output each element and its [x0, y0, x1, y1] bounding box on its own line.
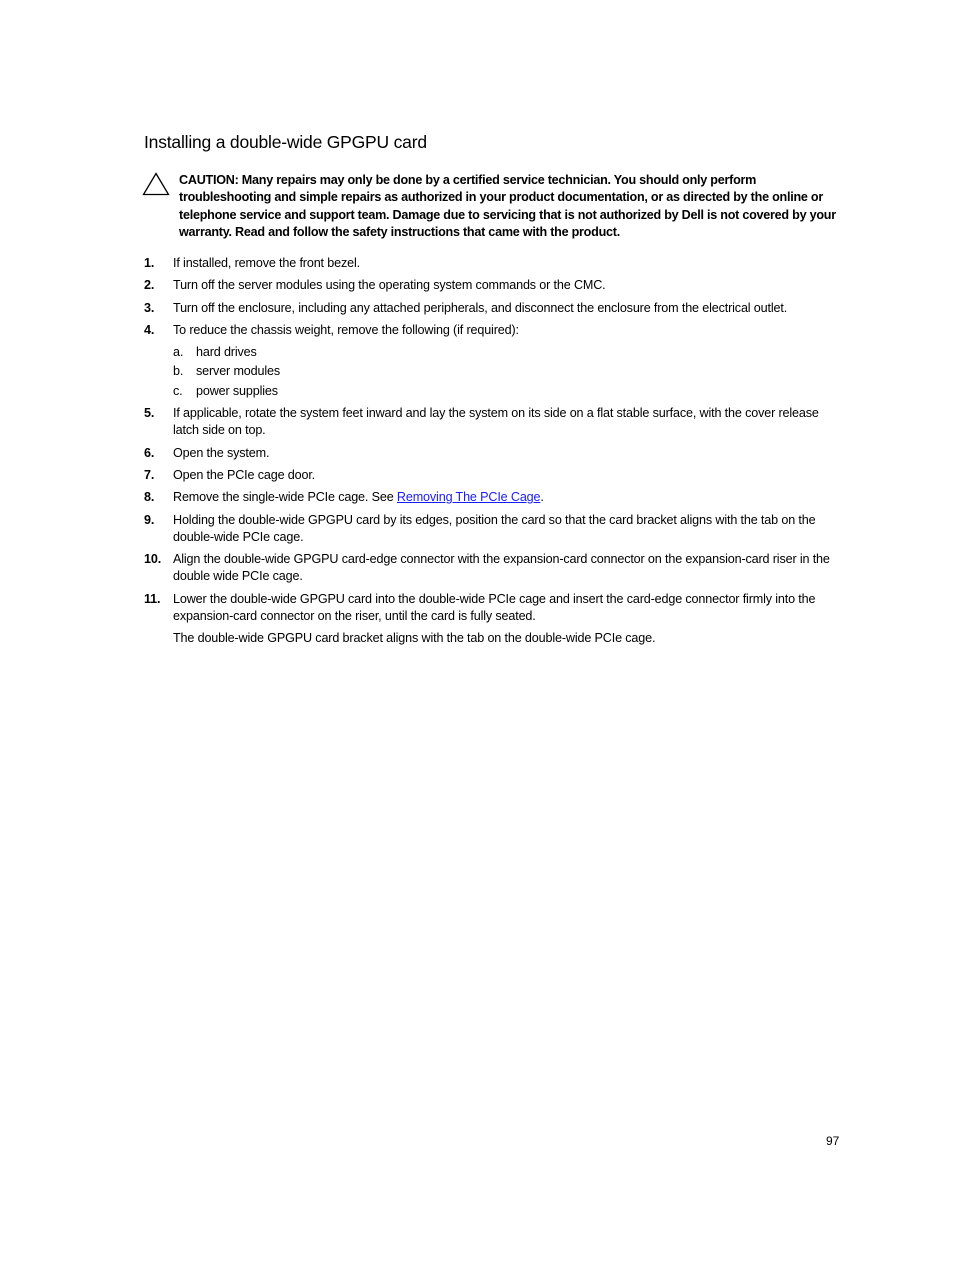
- step-number: 10.: [144, 552, 162, 567]
- step-1: [144, 255, 844, 272]
- step-text: If applicable, rotate the system feet inward and lay the system on its side on a flat stable surface, with the cover release latch side on top.: [173, 406, 819, 438]
- step-number: 9.: [144, 512, 155, 527]
- page-number: 97: [826, 1134, 840, 1148]
- step-2: [144, 277, 844, 294]
- step-text: Lower the double-wide GPGPU card into the double-wide PCIe cage and insert the card-edge connector firmly into the expansion-card connector on the riser, until the card is fully seated.: [173, 591, 816, 624]
- substep-b: [173, 363, 844, 380]
- step-text: Holding the double-wide GPGPU card by its edges, position the card so that the card bracket aligns with the tab on the double-wide PCIe cage.: [173, 512, 816, 544]
- substep-letter: c.: [173, 383, 183, 398]
- step-6: [144, 445, 844, 462]
- step-10: [144, 551, 844, 586]
- step-number: 2.: [144, 278, 155, 293]
- step-text: Turn off the server modules using the operating system commands or the CMC.: [173, 278, 606, 293]
- removing-pcie-cage-link[interactable]: Removing The PCIe Cage: [396, 490, 541, 505]
- step-4: [144, 322, 844, 339]
- step-text: Turn off the enclosure, including any attached peripherals, and disconnect the enclosure from the electrical outlet.: [173, 300, 788, 315]
- step-number: 7.: [144, 467, 155, 482]
- substep-text: hard drives: [196, 345, 257, 360]
- substep-a: [173, 344, 844, 361]
- step-8: [144, 489, 844, 506]
- step-number: 1.: [144, 256, 155, 270]
- step-text-after-link: .: [540, 490, 544, 505]
- step-number: 11.: [144, 591, 161, 606]
- step-11: [144, 591, 844, 626]
- substep-text: power supplies: [196, 383, 278, 398]
- result-note: The double-wide GPGPU card bracket aligns with the tab on the double-wide PCIe cage.: [173, 631, 656, 646]
- substep-c: [173, 383, 844, 400]
- warning-triangle-icon: [142, 172, 170, 196]
- caution-text: CAUTION: Many repairs may only be done by a certified service technician. You should only perform troubleshooting and simple repairs as authorized in your product documentation, or as directed by the online or telephone service and support team. Damage due to servicing that is not authorized by Dell is not covered by your warranty. Read and follow the safety instructions that came with the product.: [179, 173, 836, 239]
- step-text: To reduce the chassis weight, remove the following (if required):: [173, 322, 519, 337]
- step-7: [144, 467, 844, 484]
- step-text: Open the PCIe cage door.: [173, 467, 316, 482]
- substep-text: server modules: [196, 364, 280, 379]
- procedure-steps: [144, 255, 844, 648]
- step-text: Open the system.: [173, 445, 270, 460]
- step-number: 5.: [144, 406, 155, 421]
- step-number: 3.: [144, 300, 155, 315]
- step-9: [144, 512, 844, 547]
- substep-letter: b.: [173, 364, 184, 379]
- section-title: Installing a double-wide GPGPU card: [144, 132, 427, 152]
- step-number: 6.: [144, 445, 155, 460]
- step-text: If installed, remove the front bezel.: [173, 256, 360, 270]
- step-3: [144, 300, 844, 317]
- step-5: [144, 405, 844, 440]
- step-text-before-link: Remove the single-wide PCIe cage. See: [173, 490, 397, 505]
- step-number: 4.: [144, 322, 155, 337]
- substep-letter: a.: [173, 345, 184, 360]
- step-text: [173, 489, 844, 506]
- step-number: 8.: [144, 490, 155, 505]
- step-text: Align the double-wide GPGPU card-edge connector with the expansion-card connector on the expansion-card riser in the double wide PCIe cage.: [173, 552, 830, 584]
